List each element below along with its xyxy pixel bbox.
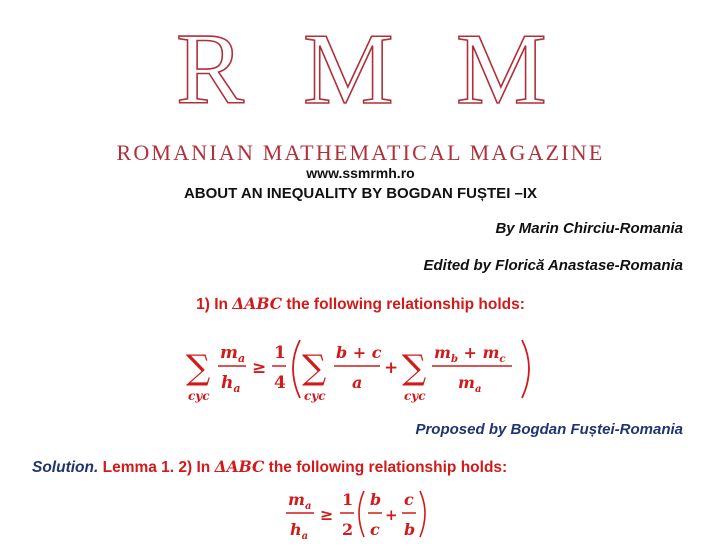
lemma-inequality — [284, 487, 434, 547]
solution-label: Solution. — [32, 459, 99, 476]
svg-text:4: 4 — [274, 373, 286, 393]
svg-text:ha: $h_a$ — [290, 520, 309, 542]
svg-text:1: 1 — [342, 490, 354, 509]
svg-text:c: c — [404, 490, 414, 509]
problem-statement — [0, 294, 721, 314]
svg-text:+: + — [384, 358, 399, 378]
article-title: ABOUT AN INEQUALITY BY BOGDAN FUȘTEI –IX — [183, 185, 538, 202]
svg-text:ha: $h_a$ — [221, 373, 241, 395]
lemma-suffix: the following relationship holds: — [264, 459, 508, 476]
svg-text:b: b — [404, 520, 416, 539]
magazine-name: ROMANIAN MATHEMATICAL MAGAZINE — [116, 140, 605, 165]
svg-text:ma: $m_a$ — [458, 373, 482, 395]
problem-prefix: 1) In — [196, 296, 233, 313]
svg-text:≥: ≥ — [252, 358, 267, 378]
logo-letter-m1: M — [303, 13, 394, 126]
svg-text:1: 1 — [274, 343, 286, 363]
svg-text:b: b — [370, 490, 382, 509]
svg-text:b + c: b + c — [336, 343, 382, 362]
svg-text:∑: ∑ — [302, 348, 327, 388]
svg-text:∑: ∑ — [402, 348, 427, 388]
website-url[interactable]: www.ssmrmh.ro — [306, 165, 415, 181]
lemma-triangle-symbol: ΔABC — [214, 457, 265, 476]
svg-text:+: + — [385, 506, 398, 524]
main-inequality — [180, 332, 550, 412]
sum-index-1: cyc — [188, 389, 210, 403]
svg-text:ma: $m_a$ — [288, 490, 312, 512]
svg-text:a: a — [352, 373, 363, 392]
editor-byline: Edited by Florică Anastase-Romania — [423, 257, 683, 274]
sum-index-2: cyc — [304, 389, 326, 403]
sum-index-3: cyc — [404, 389, 426, 403]
svg-text:2: 2 — [342, 520, 354, 539]
triangle-symbol: ΔABC — [232, 294, 283, 313]
svg-text:mb + mc: $m_b + m_c$ — [434, 343, 506, 365]
solution-lemma-line — [32, 457, 507, 477]
lemma-prefix: Lemma 1. 2) In — [98, 459, 215, 476]
logo-letter-m2: M — [456, 13, 547, 126]
logo-letter-r: R — [176, 13, 245, 126]
svg-text:c: c — [370, 520, 380, 539]
author-byline: By Marin Chirciu-Romania — [495, 220, 683, 237]
svg-text:ma: $m_a$ — [220, 343, 246, 365]
proposer-byline: Proposed by Bogdan Fuștei-Romania — [415, 421, 683, 438]
svg-text:≥: ≥ — [320, 505, 334, 524]
rmm-logo — [0, 0, 721, 140]
svg-text:∑: ∑ — [186, 348, 211, 388]
problem-suffix: the following relationship holds: — [282, 296, 525, 313]
